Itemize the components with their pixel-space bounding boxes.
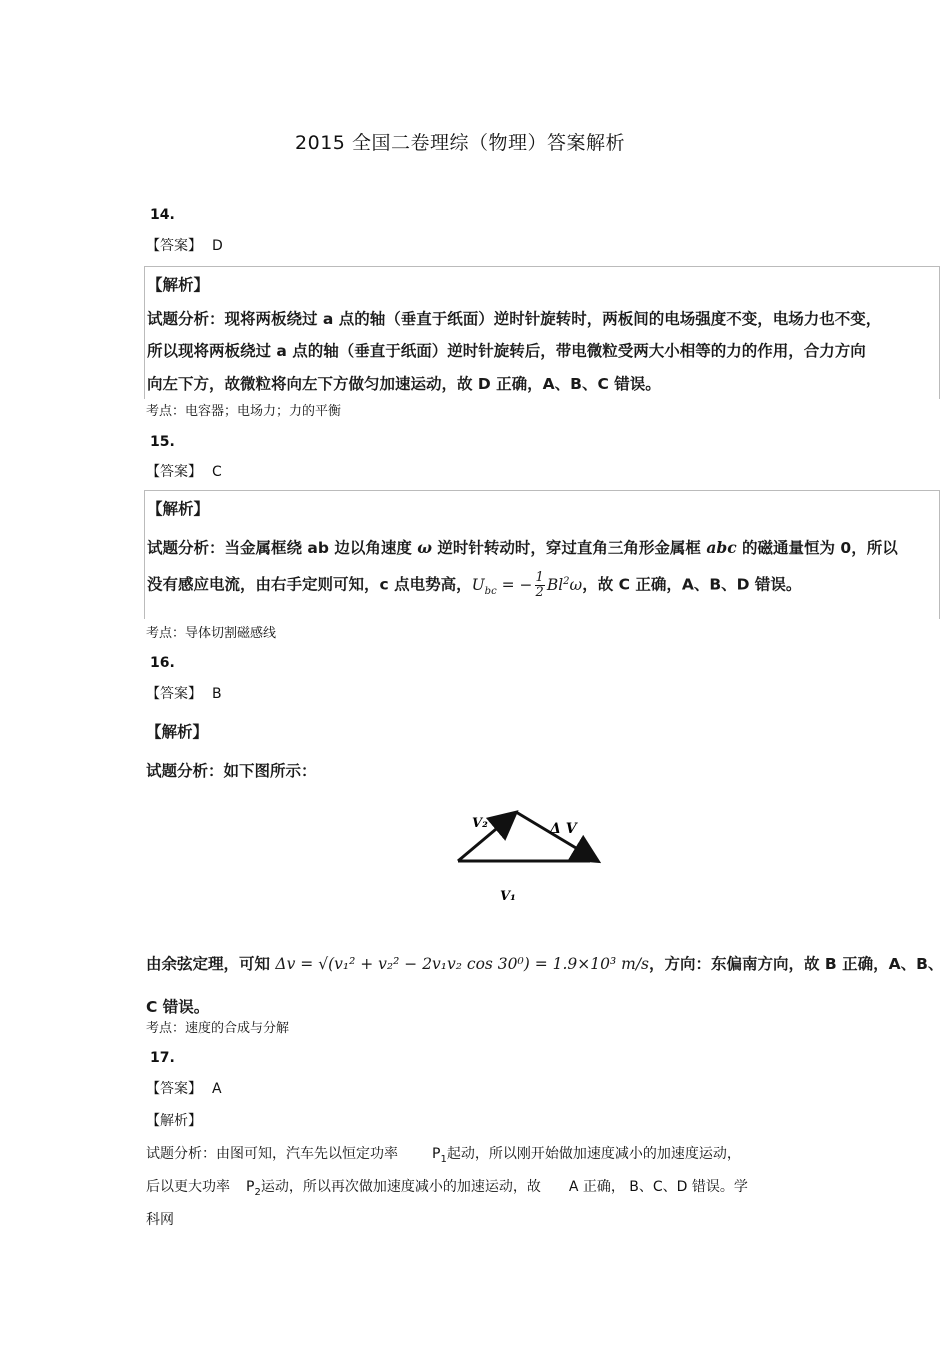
answer-label: 【答案】	[146, 686, 202, 702]
analysis-line: 试题分析：现将两板绕过 a 点的轴（垂直于纸面）逆时针旋转时，两板间的电场强度不变，电场力也不变，	[147, 310, 882, 328]
delta-v-label: Δ V	[550, 821, 577, 837]
analysis-box-15	[144, 490, 940, 619]
page-title: 2015 全国二卷理综（物理）答案解析	[295, 132, 625, 154]
analysis-line: 后以更大功率 $P_2$运动，所以再次做加速度减小的加速运动，故 A 正确， B、C、D 错误。学	[146, 1179, 748, 1198]
analysis-line: 向左下方，故微粒将向左下方做匀加速运动，故 D 正确，A、B、C 错误。	[147, 375, 661, 393]
analysis-intro: 试题分析：如下图所示：	[146, 762, 317, 780]
fraction: $\frac{1}{2}$	[535, 570, 544, 600]
answer-label: 【答案】	[146, 238, 202, 254]
answer-letter: C	[212, 464, 222, 480]
answer-label: 【答案】	[146, 464, 202, 480]
velocity-triangle-diagram	[440, 800, 620, 910]
emf-equation: $U_{bc}$ = − $\frac{1}{2}$ Bl$^2$ω	[471, 570, 583, 600]
analysis-line: 由余弦定理，可知 Δv = √(v₁² + v₂² − 2v₁v₂ cos 30⁰) = 1.9×10³ m/s，方向：东偏南方向，故 B 正确，A、B、	[146, 955, 944, 973]
answer-16	[146, 683, 222, 703]
answer-letter: B	[212, 686, 222, 702]
keypoints-16: 考点：速度的合成与分解	[146, 1021, 290, 1036]
question-number-14: 14.	[150, 207, 175, 223]
answer-label: 【答案】	[146, 1081, 202, 1097]
analysis-label: 【解析】	[146, 1113, 202, 1129]
analysis-line: 所以现将两板绕过 a 点的轴（垂直于纸面）逆时针旋转后，带电微粒受两大小相等的力的作用，合力方向	[147, 342, 866, 360]
answer-letter: A	[212, 1081, 222, 1097]
v1-label: V₁	[500, 889, 516, 904]
analysis-line: 试题分析：当金属框绕 ab 边以角速度 ω 逆时针转动时，穿过直角三角形金属框 abc 的磁通量恒为 0，所以	[147, 538, 898, 557]
analysis-label: 【解析】	[146, 723, 209, 741]
keypoints-15: 考点：导体切割磁感线	[146, 626, 277, 641]
keypoints-14: 考点：电容器；电场力；力的平衡	[146, 404, 342, 419]
answer-letter: D	[212, 238, 223, 254]
analysis-box-14	[144, 266, 940, 399]
answer-14	[146, 235, 223, 255]
analysis-label: 【解析】	[147, 500, 210, 518]
omega-symbol: ω	[417, 538, 433, 557]
analysis-line: 试题分析：由图可知，汽车先以恒定功率 $P_1$起动，所以刚开始做加速度减小的加速度运动，	[146, 1146, 741, 1165]
answer-17	[146, 1078, 222, 1098]
answer-15	[146, 461, 222, 481]
question-number-16: 16.	[150, 655, 175, 671]
analysis-line: 没有感应电流，由右手定则可知，c 点电势高，$U_{bc}$ = − $\frac{1}{2}$ Bl$^2$ω，故 C 正确，A、B、D 错误。	[147, 570, 802, 600]
cosine-law-equation: Δv = √(v₁² + v₂² − 2v₁v₂ cos 30⁰) = 1.9×10³ m/s	[275, 955, 650, 973]
question-number-17: 17.	[150, 1050, 175, 1066]
v2-label: V₂	[472, 816, 488, 831]
frame-name: abc	[706, 538, 737, 557]
question-number-15: 15.	[150, 434, 175, 450]
analysis-label: 【解析】	[147, 276, 210, 294]
analysis-line: C 错误。	[146, 998, 210, 1016]
analysis-line: 科网	[146, 1212, 174, 1228]
